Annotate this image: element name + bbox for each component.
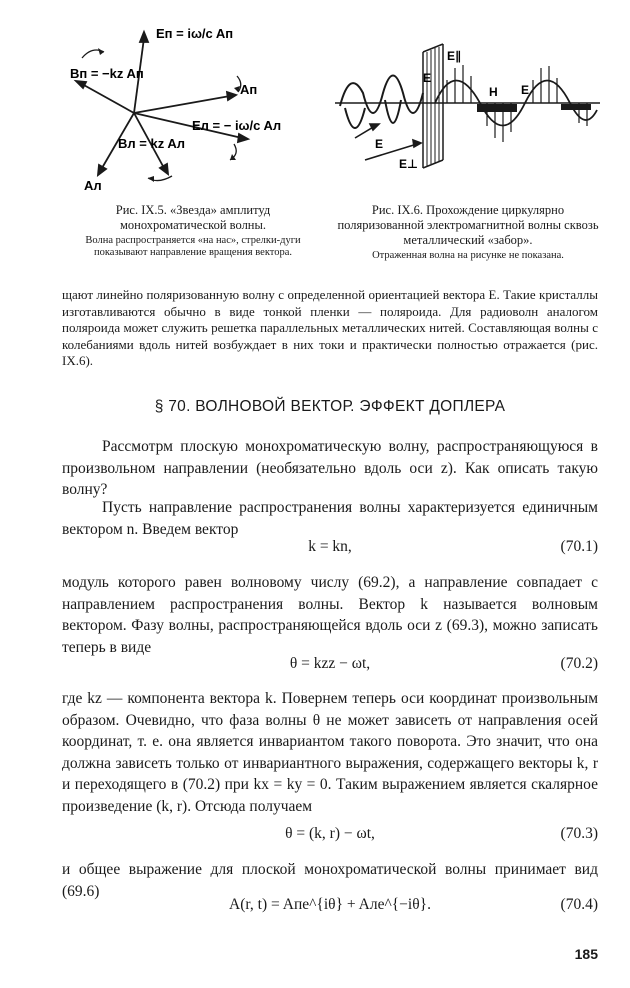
paragraph-2: Пусть направление распространения волны характеризуется единичным вектором n. Введем вектор: [62, 499, 598, 538]
label-e-perp: E⊥: [399, 157, 418, 171]
figure-caption-left: [62, 203, 324, 259]
label-e-right: E: [521, 83, 530, 97]
figure-amplitude-star: [62, 18, 332, 203]
paragraph-intro: щают линейно поляризованную волну с определенной ориентацией вектора E. Такие кристаллы изготавливаются обычно в виде тонкой пленки — поляроида. Для радиоволн аналогом поляроида может служить решетка параллельных металлических нитей. Составляющая волны с колебаниями вдоль нитей возбуждает в них токи и практически полностью отражается (рис. IX.6).: [62, 287, 598, 368]
equation-70-1-number: (70.1): [560, 538, 598, 555]
label-a-l: Aл: [84, 178, 102, 193]
label-h: H: [489, 85, 498, 99]
caption-note-right: Отраженная волна на рисунке не показана.: [372, 250, 564, 261]
equation-70-2-expr: θ = kzz − ωt,: [289, 655, 371, 672]
label-e-p: Eп = iω/c Aп: [156, 26, 234, 41]
paragraph-5: и общее выражение для плоской монохроматической волны принимает вид (69.6): [62, 861, 598, 900]
figure-polarization-fence: [335, 38, 600, 203]
equation-70-1-expr: k = kn,: [308, 538, 352, 555]
equation-70-3: [62, 825, 598, 847]
equation-70-4-expr: A(r, t) = Aпe^{iθ} + Aлe^{−iθ}.: [229, 896, 431, 913]
label-a-p: Aп: [240, 82, 258, 97]
caption-note-left: Волна распространяется «на нас», стрелки-дуги показывают направление вращения вектора.: [85, 235, 301, 258]
section-heading: § 70. ВОЛНОВОЙ ВЕКТОР. ЭФФЕКТ ДОПЛЕРА: [154, 398, 506, 415]
paragraph-4: где kz — компонента вектора k. Повернем теперь оси координат произвольным образом. Очевидно, что фаза волны θ не может зависеть от направления осей координат, т. е. она является инвариантом такого поворота. Это значит, что она должна зависеть только от инвариантного выражения, содержащего векторы k, r и переходящего в (70.2) при kx = ky = 0. Таким выражением является скалярное произведение (k, r). Отсюда получаем: [62, 690, 598, 815]
paragraph-3: модуль которого равен волновому числу (69.2), а направление совпадает с направлением распространения волны. Вектор k называется волновым вектором. Фазу волны, распространяющейся вдоль оси z (69.3), можно записать теперь в виде: [62, 574, 598, 656]
figure-caption-right: [334, 203, 602, 262]
caption-title-right: Рис. IX.6. Прохождение циркулярно поляризованной электромагнитной волны сквозь металлический «забор».: [337, 203, 599, 247]
paragraph-1: Рассмотрм плоскую монохроматическую волну, распространяющуюся в произвольном направлении (необязательно вдоль оси z). Как описать такую волну?: [62, 438, 598, 498]
equation-70-3-number: (70.3): [560, 825, 598, 842]
label-e-top: E: [423, 71, 432, 85]
equation-70-4: [62, 896, 598, 918]
label-e-left: E: [375, 137, 384, 151]
label-b-p: Bп = −kz Aп: [70, 66, 144, 81]
label-b-l: Bл = kz Aл: [118, 136, 185, 151]
page-number: 185: [574, 946, 598, 962]
equation-70-2: [62, 655, 598, 677]
label-e-l: Eл = − iω/c Aл: [192, 118, 282, 133]
equation-70-2-number: (70.2): [560, 655, 598, 672]
equation-70-1: [62, 538, 598, 560]
equation-70-4-number: (70.4): [560, 896, 598, 913]
equation-70-3-expr: θ = (k, r) − ωt,: [285, 825, 375, 842]
label-e-parallel: E∥: [447, 49, 462, 63]
caption-title-left: Рис. IX.5. «Звезда» амплитуд монохроматической волны.: [115, 203, 271, 232]
